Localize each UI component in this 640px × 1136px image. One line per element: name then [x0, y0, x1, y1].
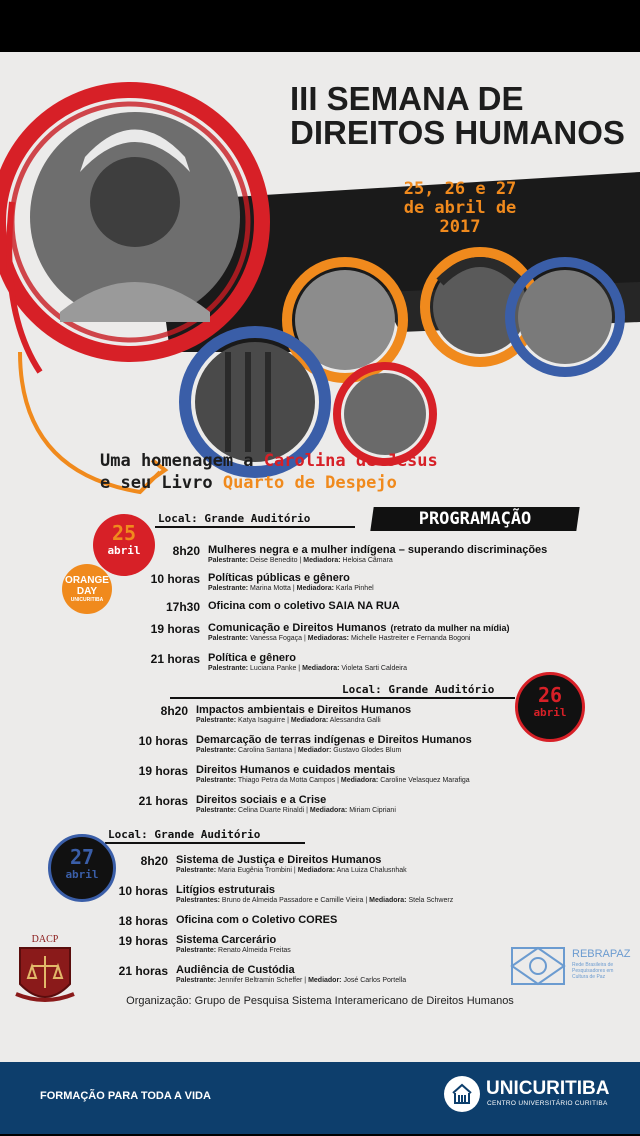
speaker-name: Carolina Santana	[238, 747, 293, 754]
event-title	[196, 764, 395, 776]
dacp-label: DACP	[31, 934, 59, 945]
event-time: 18 horas	[118, 914, 168, 928]
event-speakers: Palestrante: Maria Eugênia Trombini | Mediadora: Ana Luiza Chalusnhak	[176, 867, 407, 874]
speaker-name: Marina Motta	[250, 585, 291, 592]
speaker-name: Katya Isaguirre	[238, 717, 286, 724]
homage-name: Carolina de Jesus	[263, 451, 438, 471]
mediator-name: Michelle Hastreiter e Fernanda Bogoni	[350, 635, 471, 642]
event-title-text: Demarcação de terras indígenas e Direitos Humanos	[196, 734, 472, 746]
day-27-number: 27	[69, 845, 95, 869]
speaker-name: Bruno de Almeida Passadore e Camille Vieira	[221, 897, 364, 904]
speaker-label: Palestrante:	[196, 717, 237, 724]
event-title-text: Audiência de Custódia	[176, 964, 295, 976]
photo-elder	[344, 373, 426, 455]
footer-slogan: FORMAÇÃO PARA TODA A VIDA	[40, 1090, 211, 1102]
event-time: 21 horas	[138, 794, 188, 808]
event-title	[208, 544, 547, 556]
event-speakers: Palestrante: Thiago Petra da Motta Campos | Mediadora: Caroline Velasquez Marafiga	[196, 777, 470, 784]
event-title-text: Política e gênero	[208, 652, 297, 664]
event-time: 19 horas	[118, 934, 168, 948]
mediator-label: Mediador:	[297, 747, 332, 754]
mediator-label: Mediadora:	[340, 777, 379, 784]
event-speakers: Palestrante: Jennifer Beltramin Scheffer | Mediador: José Carlos Portella	[176, 977, 407, 984]
mediator-label: Mediadora:	[369, 897, 407, 904]
event-poster	[0, 52, 640, 1107]
event-title	[196, 704, 411, 716]
rebrapaz-emblem-icon	[510, 944, 566, 988]
event-time: 8h20	[172, 544, 200, 558]
speaker-name: Deise Benedito	[250, 557, 298, 564]
day-26-badge	[515, 672, 585, 742]
day-26-local: Local: Grande Auditório	[342, 683, 495, 696]
orange-day-badge	[62, 564, 112, 614]
event-title	[176, 884, 275, 896]
orange-day-line-1: ORANGE	[65, 575, 109, 586]
event-title-text: Sistema Carcerário	[176, 934, 277, 946]
dates-line-2: de abril de	[403, 198, 517, 218]
event-speakers: Palestrante: Vanessa Fogaça | Mediadoras: Michelle Hastreiter e Fernanda Bogoni	[208, 635, 471, 642]
event-time: 19 horas	[150, 622, 200, 636]
mediator-label: Mediadora:	[296, 585, 334, 592]
mediator-label: Mediadora:	[290, 717, 329, 724]
event-title	[290, 82, 625, 150]
event-title-text: Direitos Humanos e cuidados mentais	[196, 764, 396, 776]
day-27-month: abril	[65, 868, 99, 881]
event-title-text: Comunicação e Direitos Humanos	[208, 622, 387, 634]
event-note: (retrato da mulher na mídia)	[390, 623, 510, 633]
speaker-name: Maria Eugênia Trombini	[218, 867, 292, 874]
organization-credit: Organização: Grupo de Pesquisa Sistema Interamericano de Direitos Humanos	[126, 995, 514, 1007]
event-speakers: Palestrante: Katya Isaguirre | Mediadora: Alessandra Galli	[196, 717, 381, 724]
event-title-text: Mulheres negra e a mulher indígena – superando discriminações	[208, 544, 548, 556]
rebrapaz-label: REBRAPAZ	[572, 948, 631, 960]
event-title	[196, 794, 326, 806]
rebrapaz-sub: Rede Brasileira de Pesquisadores em Cultura de Paz	[572, 962, 614, 980]
orange-day-line-2: DAY	[76, 586, 98, 597]
event-speakers: Palestrantes: Bruno de Almeida Passadore e Camille Vieira | Mediadora: Stela Schwerz	[176, 897, 454, 904]
mediator-name: Stela Schwerz	[408, 897, 454, 904]
speaker-label: Palestrante:	[196, 747, 237, 754]
mediator-name: Miriam Cipriani	[349, 807, 396, 814]
mediator-label: Mediadora:	[297, 867, 336, 874]
day-25-local: Local: Grande Auditório	[158, 512, 311, 525]
mediator-label: Mediador:	[308, 977, 342, 984]
mediator-label: Mediadora:	[303, 557, 341, 564]
mediator-name: Caroline Velasquez Marafiga	[380, 777, 470, 784]
speaker-label: Palestrantes:	[176, 897, 220, 904]
speaker-label: Palestrante:	[176, 867, 217, 874]
dates-line-1: 25, 26 e 27	[403, 179, 517, 199]
mediator-name: Karla Pinhel	[335, 585, 374, 592]
event-time: 21 horas	[150, 652, 200, 666]
event-speakers	[176, 947, 291, 954]
event-title	[208, 652, 296, 664]
speaker-label: Palestrante:	[176, 977, 217, 984]
mediator-name: Alessandra Galli	[329, 717, 381, 724]
event-title-text: Oficina com o Coletivo CORES	[176, 914, 338, 926]
event-title	[176, 914, 337, 926]
photo-prison-bars	[195, 342, 315, 462]
title-line-1: III SEMANA DE	[290, 80, 524, 117]
day-27-local: Local: Grande Auditório	[108, 828, 261, 841]
dates-line-3: 2017	[439, 217, 481, 237]
event-time: 10 horas	[138, 734, 188, 748]
event-speakers: Palestrante: Carolina Santana | Mediador: Gustavo Glodes Blum	[196, 747, 402, 754]
homage-prefix-2: e seu Livro	[100, 473, 223, 493]
speaker-name: Jennifer Beltramin Scheffer	[218, 977, 303, 984]
programacao-label: PROGRAMAÇÃO	[418, 509, 532, 529]
event-title	[176, 854, 381, 866]
event-speakers: Palestrante: Marina Motta | Mediadora: Karla Pinhel	[208, 585, 374, 592]
mediator-name: José Carlos Portella	[343, 977, 407, 984]
event-title-text: Impactos ambientais e Direitos Humanos	[196, 704, 412, 716]
event-time: 19 horas	[138, 764, 188, 778]
event-time: 10 horas	[118, 884, 168, 898]
homage-prefix-1: Uma homenagem a	[100, 451, 264, 471]
speaker-label: Palestrante:	[208, 557, 249, 564]
event-speakers: Palestrante: Deise Benedito | Mediadora: Heloisa Câmara	[208, 557, 393, 564]
speaker-name: Renato Almeida Freitas	[218, 947, 291, 954]
event-title	[208, 622, 510, 634]
speaker-label: Palestrante:	[208, 585, 249, 592]
speaker-name: Vanessa Fogaça	[250, 635, 303, 642]
event-time: 17h30	[165, 600, 200, 614]
mediator-name: Heloisa Câmara	[342, 557, 393, 564]
speaker-label: Palestrante:	[208, 635, 249, 642]
homage-book: Quarto de Despejo	[222, 473, 397, 493]
homage-text	[100, 450, 438, 494]
footer-brand-sub: CENTRO UNIVERSITÁRIO CURITIBA	[487, 1100, 608, 1107]
footer-brand: UNICURITIBA	[486, 1078, 610, 1099]
day-25-month: abril	[107, 544, 141, 557]
speaker-label: Palestrante:	[208, 665, 249, 672]
photo-woman-2	[518, 270, 612, 364]
event-title	[208, 600, 400, 612]
event-time: 8h20	[140, 854, 168, 868]
rebrapaz-logo	[510, 944, 630, 994]
mediator-name: Ana Luiza Chalusnhak	[336, 867, 407, 874]
mediator-label: Mediadora:	[309, 807, 348, 814]
day-25-number: 25	[111, 521, 137, 545]
event-time: 21 horas	[118, 964, 168, 978]
event-title	[176, 964, 295, 976]
title-line-2: DIREITOS HUMANOS	[290, 114, 625, 151]
event-title	[176, 934, 276, 946]
speaker-label: Palestrante:	[196, 777, 237, 784]
mediator-label: Mediadora:	[302, 665, 340, 672]
speaker-name: Luciana Panke	[250, 665, 297, 672]
speaker-name: Thiago Petra da Motta Campos	[237, 777, 336, 784]
event-title-text: Oficina com o coletivo SAIA NA RUA	[208, 600, 400, 612]
speaker-name: Celina Duarte Rinaldi	[238, 807, 305, 814]
event-title	[208, 572, 350, 584]
event-dates	[400, 180, 520, 237]
event-time: 10 horas	[150, 572, 200, 586]
speaker-label: Palestrante:	[176, 947, 217, 954]
orange-day-line-3: UNICURITIBA	[70, 597, 104, 603]
day-26-number: 26	[537, 683, 563, 707]
speaker-label: Palestrante:	[196, 807, 237, 814]
mediator-name: Gustavo Glodes Blum	[333, 747, 402, 754]
footer-bar	[0, 1062, 640, 1134]
day-26-month: abril	[533, 706, 567, 719]
mediator-name: Violeta Sarti Caldeira	[341, 665, 408, 672]
event-title-text: Sistema de Justiça e Direitos Humanos	[176, 854, 382, 866]
event-speakers: Palestrante: Luciana Panke | Mediadora: Violeta Sarti Caldeira	[208, 665, 408, 672]
event-speakers: Palestrante: Celina Duarte Rinaldi | Mediadora: Miriam Cipriani	[196, 807, 396, 814]
event-title	[196, 734, 472, 746]
event-title-text: Litígios estruturais	[176, 884, 276, 896]
event-title-text: Direitos sociais e a Crise	[196, 794, 327, 806]
event-title-text: Políticas públicas e gênero	[208, 572, 350, 584]
mediator-label: Mediadoras:	[307, 635, 349, 642]
event-time: 8h20	[160, 704, 188, 718]
unicuritiba-logo-icon	[444, 1076, 480, 1112]
